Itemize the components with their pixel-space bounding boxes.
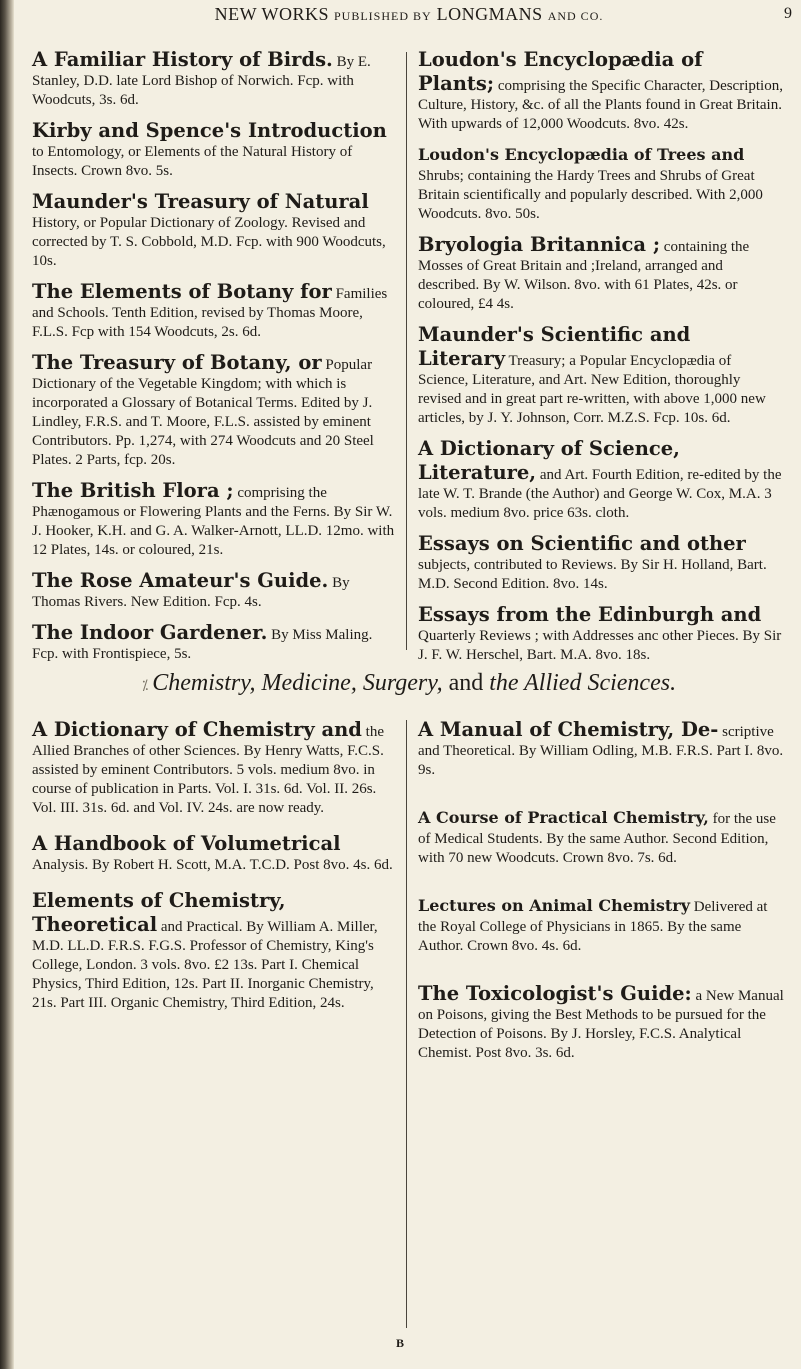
entry-body: scriptive and Theoretical. By William Odling, M.B. F.R.S. Part I. 8vo. 9s. [418, 724, 784, 778]
entry-body: and Practical. By William A. Miller, M.D. LL.D. F.R.S. F.G.S. Professor of Chemistry, King's College, London. 3 vols. 8vo. £2 13s. Part I. Chemical Physics, Third Edition, 12s. Part II. Inorganic Chemistry, 21s. Part III. Organic Chemistry, Third Edition, 24s. [32, 919, 378, 1011]
section-heading [24, 670, 794, 697]
entry-body: Treasury; a Popular Encyclopædia of Science, Literature, and Art. New Edition, thoroughly revised and in great part re-written, with above 1,000 new articles, by J. Y. Johnson, Corr. M.Z.S. Fcp. 10s. 6d. [418, 353, 766, 426]
list-item [32, 569, 396, 612]
entry-title: A Dictionary of Chemistry and [32, 718, 362, 741]
list-item [32, 479, 396, 560]
list-item [32, 190, 396, 271]
list-item [418, 48, 784, 134]
entry-title: The Rose Amateur's Guide. [32, 569, 329, 592]
entry-title: A Dictionary of Science, Literature, [418, 437, 680, 484]
list-item [418, 982, 784, 1063]
entry-title: The Toxicologist's Guide: [418, 982, 692, 1005]
header-published-by: PUBLISHED BY [333, 9, 432, 23]
section-mark: ⁒ [141, 679, 149, 694]
list-item [32, 832, 396, 875]
entry-title: The Elements of Botany for [32, 280, 332, 303]
list-item [418, 437, 784, 523]
entry-title: The Indoor Gardener. [32, 621, 268, 644]
entry-body: subjects, contributed to Reviews. By Sir H. Holland, Bart. M.D. Second Edition. 8vo. 14s. [418, 557, 767, 592]
bottom-right-column [418, 718, 784, 1072]
entry-title: Loudon's Encyclopædia of Plants; [418, 48, 703, 95]
entry-title: Kirby and Spence's Introduction [32, 119, 387, 142]
entry-title: Bryologia Britannica ; [418, 233, 661, 256]
list-item [32, 718, 396, 818]
entry-body: a New Manual on Poisons, giving the Best Methods to be pursued for the Detection of Poisons. By J. Horsley, F.C.S. Analytical Chemist. Post 8vo. 3s. 6d. [418, 988, 784, 1061]
section-heading-part3: the Allied Sciences. [489, 670, 677, 696]
list-item [418, 233, 784, 314]
list-item [32, 119, 396, 181]
entry-title: Essays on Scientific and other [418, 532, 746, 555]
signature-mark: B [396, 1336, 405, 1350]
running-header [24, 0, 794, 36]
entry-body: Popular Dictionary of the Vegetable Kingdom; with which is incorporated a Glossary of Botanical Terms. Edited by J. Lindley, F.R.S. and T. Moore, F.L.S. assisted by eminent Contributors. Pp. 1,274, with 274 Woodcuts and 20 Steel Plates. 2 Parts, fcp. 20s. [32, 357, 374, 468]
list-item [32, 889, 396, 1013]
entry-title: Lectures on Animal Chemistry [418, 896, 691, 915]
entry-title: A Course of Practical Chemistry, [418, 808, 709, 827]
section-heading-part1: Chemistry, Medicine, Surgery, [152, 670, 443, 696]
header-publisher: LONGMANS [436, 4, 543, 24]
entry-title: Elements of Chemistry, Theoretical [32, 889, 286, 936]
entry-title: The British Flora ; [32, 479, 234, 502]
entry-title: Maunder's Treasury of Natural [32, 190, 369, 213]
entry-body: comprising the Specific Character, Description, Culture, History, &c. of all the Plants found in Great Britain. With upwards of 12,000 Woodcuts. 8vo. 42s. [418, 78, 783, 132]
list-item [32, 48, 396, 110]
entry-body: History, or Popular Dictionary of Zoology. Revised and corrected by T. S. Cobbold, M.D. Fcp. with 900 Woodcuts, 10s. [32, 215, 386, 269]
entry-body: By Thomas Rivers. New Edition. Fcp. 4s. [32, 575, 350, 610]
list-item [32, 351, 396, 470]
column-divider [406, 720, 407, 1328]
entry-body: and Art. Fourth Edition, re-edited by the late W. T. Brande (the Author) and George W. Cox, M.A. 3 vols. medium 8vo. price 63s. cloth. [418, 467, 782, 521]
entry-body: Families and Schools. Tenth Edition, revised by Thomas Moore, F.L.S. Fcp with 154 Woodcuts, 2s. 6d. [32, 286, 388, 340]
entry-body: for the use of Medical Students. By the same Author. Second Edition, with 70 new Woodcuts. Crown 8vo. 7s. 6d. [418, 811, 776, 866]
entry-body: containing the Mosses of Great Britain and ;Ireland, arranged and described. By W. Wilson. 8vo. with 61 Plates, 42s. or coloured, £4 4s. [418, 239, 750, 312]
bottom-left-column [32, 718, 396, 1022]
page-number: 9 [784, 5, 792, 22]
page [24, 0, 794, 1369]
entry-body: By Miss Maling. Fcp. with Frontispiece, 5s. [32, 627, 373, 662]
top-left-column [32, 48, 396, 673]
entry-body: the Allied Branches of other Sciences. By Henry Watts, F.C.S. assisted by eminent Contributors. 5 vols. medium 8vo. in course of publication in Parts. Vol. I. 31s. 6d. Vol. II. 26s. Vol. III. 31s. 6d. and Vol. IV. 24s. are now ready. [32, 724, 384, 816]
list-item [418, 894, 784, 956]
list-item [32, 280, 396, 342]
entry-title: A Manual of Chemistry, De- [418, 718, 719, 741]
entry-body: Delivered at the Royal College of Physicians in 1865. By the same Author. Crown 8vo. 4s. 6d. [418, 899, 768, 954]
entry-title: Maunder's Scientific and Literary [418, 323, 691, 370]
top-right-column [418, 48, 784, 674]
list-item [418, 323, 784, 428]
entry-body: By E. Stanley, D.D. late Lord Bishop of Norwich. Fcp. with Woodcuts, 3s. 6d. [32, 54, 371, 108]
header-prefix: NEW WORKS [214, 4, 329, 24]
entry-body: Shrubs; containing the Hardy Trees and Shrubs of Great Britain scientifically and popularly described. With 2,000 Woodcuts. 8vo. 50s. [418, 168, 763, 222]
list-item [418, 806, 784, 868]
book-spine-shadow [0, 0, 14, 1369]
entry-title: The Treasury of Botany, or [32, 351, 322, 374]
list-item [418, 532, 784, 594]
list-item [418, 718, 784, 780]
section-heading-part2: and [442, 670, 490, 696]
entry-body: comprising the Phænogamous or Flowering Plants and the Ferns. By Sir W. J. Hooker, K.H. and G. A. Walker-Arnott, LL.D. 12mo. with 12 Plates, 14s. or coloured, 21s. [32, 485, 395, 558]
entry-title: A Familiar History of Birds. [32, 48, 333, 71]
column-divider [406, 52, 407, 650]
entry-title: Essays from the Edinburgh and [418, 603, 762, 626]
entry-body: Analysis. By Robert H. Scott, M.A. T.C.D. Post 8vo. 4s. 6d. [32, 857, 393, 873]
entry-body: to Entomology, or Elements of the Natural History of Insects. Crown 8vo. 5s. [32, 144, 353, 179]
entry-title: Loudon's Encyclopædia of Trees and [418, 145, 745, 164]
entry-body: Quarterly Reviews ; with Addresses anc other Pieces. By Sir J. F. W. Herschel, Bart. M.A. 8vo. 18s. [418, 628, 782, 663]
entry-title: A Handbook of Volumetrical [32, 832, 341, 855]
list-item [418, 603, 784, 665]
list-item [32, 621, 396, 664]
header-and-co: AND CO. [547, 9, 604, 23]
list-item [418, 143, 784, 224]
